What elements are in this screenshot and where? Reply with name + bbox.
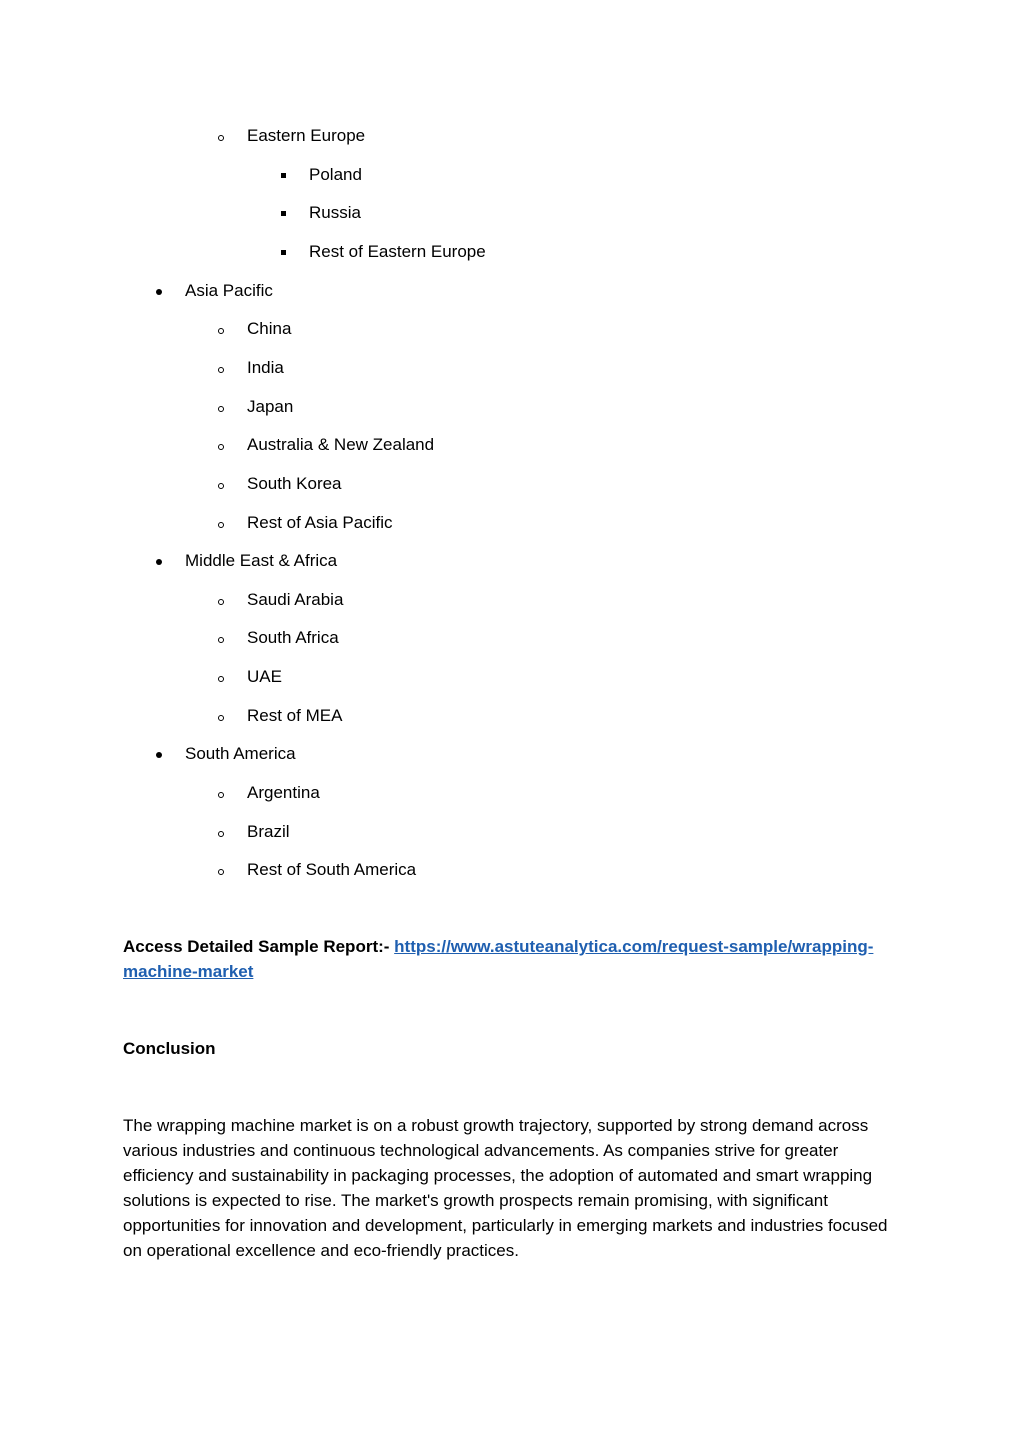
list-item-label: Rest of Asia Pacific: [247, 513, 393, 532]
dot-bullet-icon: [152, 279, 166, 303]
list-item-label: Rest of Eastern Europe: [309, 242, 486, 261]
square-bullet-icon: [277, 163, 289, 187]
circle-bullet-icon: [214, 317, 228, 341]
list-item-label: Saudi Arabia: [247, 590, 344, 609]
list-item-label: Eastern Europe: [247, 126, 366, 145]
sample-report-label: Access Detailed Sample Report:-: [123, 937, 395, 956]
list-item-label: India: [247, 358, 284, 377]
list-item-label: South Korea: [247, 474, 342, 493]
list-item-label: Argentina: [247, 783, 320, 802]
circle-bullet-icon: [214, 704, 228, 728]
sample-report-line: [123, 934, 903, 984]
circle-bullet-icon: [214, 820, 228, 844]
circle-bullet-icon: [214, 588, 228, 612]
circle-bullet-icon: [214, 433, 228, 457]
circle-bullet-icon: [214, 356, 228, 380]
list-item-label: Rest of South America: [247, 860, 417, 879]
circle-bullet-icon: [214, 626, 228, 650]
conclusion-paragraph: The wrapping machine market is on a robust growth trajectory, supported by strong demand across various industries and continuous technological advancements. As companies strive for greater efficiency and sustainability in packaging processes, the adoption of automated and smart wrapping solutions is expected to rise. The market's growth prospects remain promising, with significant opportunities for innovation and development, particularly in emerging markets and industries focused on operational excellence and eco-friendly practices.: [123, 1116, 888, 1260]
list-item-label: Rest of MEA: [247, 706, 343, 725]
list-item-label: South Africa: [247, 628, 339, 647]
circle-bullet-icon: [214, 858, 228, 882]
circle-bullet-icon: [214, 665, 228, 689]
dot-bullet-icon: [152, 742, 166, 766]
list-item-label: Asia Pacific: [185, 281, 273, 300]
square-bullet-icon: [277, 240, 289, 264]
circle-bullet-icon: [214, 511, 228, 535]
circle-bullet-icon: [214, 781, 228, 805]
list-item-label: China: [247, 319, 292, 338]
conclusion-heading: Conclusion: [123, 1039, 216, 1058]
list-item-label: Australia & New Zealand: [247, 435, 435, 454]
list-item-label: South America: [185, 744, 296, 763]
sample-report-link[interactable]: https://www.astuteanalytica.com/request-sample/wrapping-machine-market: [123, 937, 874, 981]
list-item-label: UAE: [247, 667, 282, 686]
circle-bullet-icon: [214, 124, 228, 148]
list-item-label: Japan: [247, 397, 294, 416]
list-item-label: Russia: [309, 203, 361, 222]
list-item-label: Brazil: [247, 822, 290, 841]
list-item-label: Poland: [309, 165, 362, 184]
circle-bullet-icon: [214, 395, 228, 419]
list-item-label: Middle East & Africa: [185, 551, 338, 570]
square-bullet-icon: [277, 201, 289, 225]
dot-bullet-icon: [152, 549, 166, 573]
circle-bullet-icon: [214, 472, 228, 496]
